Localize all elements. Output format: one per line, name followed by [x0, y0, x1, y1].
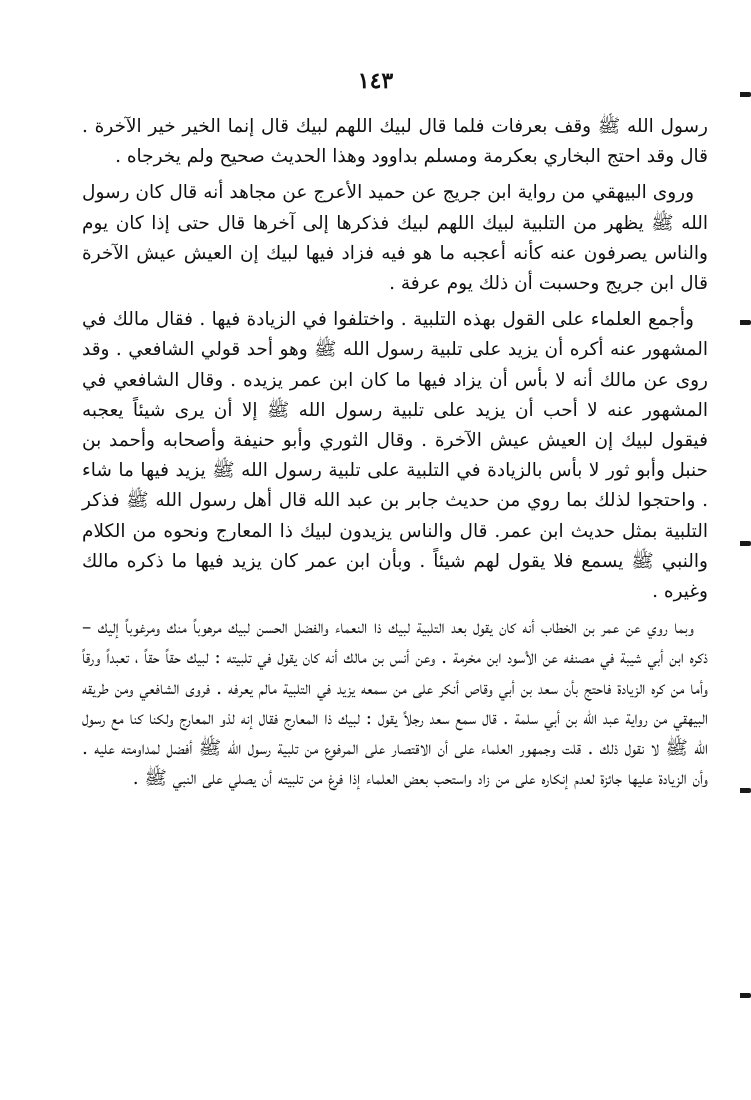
- paragraph-2: وروى البيهقي من رواية ابن جريج عن حميد الأعرج عن مجاهد أنه قال كان رسول الله ﷺ يظهر من التلبية لبيك اللهم لبيك فذكرها إلى آخرها قال حتى إذا كان يوم والناس يصرفون عنه كأنه أعجبه ما هو فيه فزاد فيها لبيك إن العيش عيش الآخرة قال ابن جريج وحسبت أن ذلك يوم عرفة .: [82, 182, 708, 295]
- page-number: ١٤٣: [357, 68, 394, 94]
- paragraph-1: رسول الله ﷺ وقف بعرفات فلما قال لبيك اللهم لبيك قال إنما الخير خير الآخرة . قال وقد احتج البخاري بعكرمة ومسلم بداوود وهذا الحديث صحيح ولم يخرجاه .: [82, 116, 708, 168]
- scan-edge-mark: [740, 92, 751, 97]
- paragraph-4: وبما روي عن عمر بن الخطاب أنه كان يقول بعد التلبية لبيك ذا النعماء والفضل الحسن لبيك مرهوباً منك ومرغوباً إليك – ذكره ابن أبي شيبة في مصنفه عن الأسود ابن مخرمة . وعن أنس بن مالك أنه كان يقول في تلبيته : لبيك حقاً حقاً ، تعبداً ورقاً وأما من كره الزيادة فاحتج بأن سعد بن أبي وقاص أنكر على من سمعه يزيد في التلبية مالم يعرفه . فروى الشافعي ومن طريقه البيهقي من رواية عبد الله بن أبي سلمة . قال سمع سعد رجلاً يقول : لبيك ذا المعارج فقال إنه لذو المعارج ولكنا كنا مع رسول الله ﷺ لا نقول ذلك . قلت وجمهور العلماء على أن الاقتصار على المرفوع من تلبية رسول الله ﷺ أفضل لمداومته عليه . وأن الزيادة عليها جائزة لعدم إنكاره على من زاد واستحب بعض العلماء إذا فرغ من تلبيته أن يصلي على النبي ﷺ .: [81, 617, 708, 790]
- page-body-text: [82, 112, 708, 794]
- scan-edge-mark: [740, 993, 751, 998]
- scan-edge-mark: [740, 541, 751, 546]
- scan-edge-mark: [740, 320, 751, 325]
- paragraph-3: وأجمع العلماء على القول بهذه التلبية . واختلفوا في الزيادة فيها . فقال مالك في المشهور عنه أكره أن يزيد على تلبية رسول الله ﷺ وهو أحد قولي الشافعي . وقد روى عن مالك أنه لا بأس أن يزاد فيها ما كان ابن عمر يزيده . وقال الشافعي في المشهور عنه لا أحب أن يزيد على تلبية رسول الله ﷺ إلا أن يرى شيئاً يعجبه فيقول لبيك إن العيش عيش الآخرة . وقال الثوري وأبو حنيفة وأصحابه وأحمد بن حنبل وأبو ثور لا بأس بالزيادة في التلبية على تلبية رسول الله ﷺ يزيد فيها ما شاء . واحتجوا لذلك بما روي من حديث جابر بن عبد الله قال أهل رسول الله ﷺ فذكر التلبية بمثل حديث ابن عمر. قال والناس يزيدون لبيك ذا المعارج ونحوه من الكلام والنبي ﷺ يسمع فلا يقول لهم شيئاً . وبأن ابن عمر كان يزيد فيها ما ذكره مالك وغيره .: [82, 309, 708, 603]
- scan-edge-mark: [740, 788, 751, 793]
